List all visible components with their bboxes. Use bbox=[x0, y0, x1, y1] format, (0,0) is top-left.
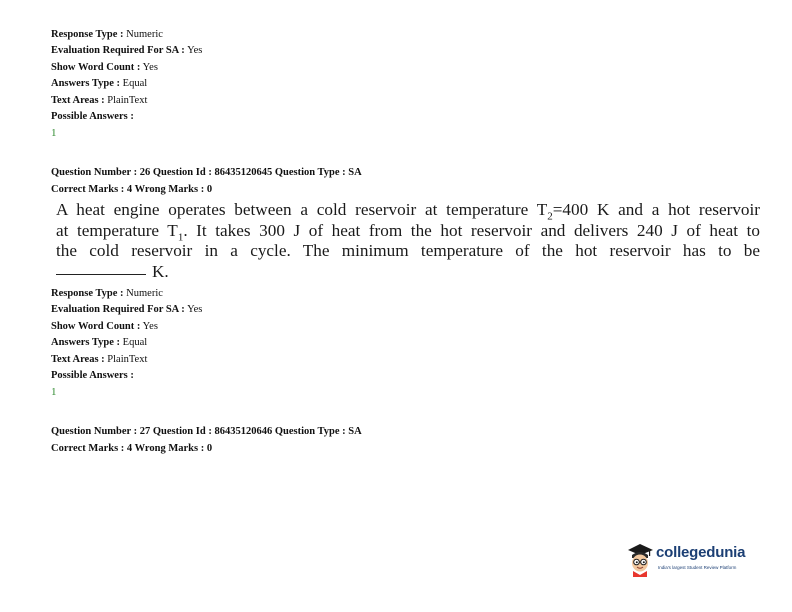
possible-answer-value: 1 bbox=[51, 386, 57, 399]
show-word-count-row: Show Word Count : Yes bbox=[51, 61, 158, 73]
text-areas-row: Text Areas : PlainText bbox=[51, 353, 148, 365]
question-26-marks-line: Correct Marks : 4 Wrong Marks : 0 bbox=[51, 184, 213, 195]
evaluation-required-row: Evaluation Required For SA : Yes bbox=[51, 45, 203, 57]
text-areas-row: Text Areas : PlainText bbox=[51, 94, 148, 106]
question-27-id-line: Question Number : 27 Question Id : 86435120646 Question Type : SA bbox=[51, 426, 362, 437]
question-text-line-1: A heat engine operates between a cold reservoir at temperature $T_2=400$ K and a hot reservoir bbox=[56, 200, 761, 223]
logo-wordmark: collegedunia bbox=[656, 544, 746, 561]
question-text-line-3: the cold reservoir in a cycle. The minimum temperature of the hot reservoir has to be bbox=[56, 241, 760, 260]
possible-answer-value: 1 bbox=[51, 127, 57, 140]
answer-blank bbox=[56, 274, 146, 275]
response-type-row: Response Type : Numeric bbox=[51, 29, 163, 40]
answers-type-row: Answers Type : Equal bbox=[51, 78, 148, 90]
possible-answers-row: Possible Answers : bbox=[51, 111, 134, 123]
answer-meta-block-1 bbox=[51, 27, 202, 142]
answers-type-row: Answers Type : Equal bbox=[51, 337, 148, 349]
logo-tagline: India's largest Student Review Platform bbox=[658, 565, 737, 570]
collegedunia-logo bbox=[626, 541, 776, 581]
show-word-count-row: Show Word Count : Yes bbox=[51, 320, 158, 332]
question-text-line-2: at temperature $T_1$. It takes 300 J of heat from the hot reservoir and delivers 240 J of heat to bbox=[56, 220, 760, 243]
possible-answers-row: Possible Answers : bbox=[51, 370, 134, 382]
question-27-header bbox=[51, 423, 362, 457]
question-26-text bbox=[56, 200, 760, 282]
answer-meta-block-2 bbox=[51, 286, 202, 401]
question-27-marks-line: Correct Marks : 4 Wrong Marks : 0 bbox=[51, 443, 213, 454]
question-text-line-4: K. bbox=[56, 262, 760, 283]
mascot-icon bbox=[626, 541, 656, 579]
evaluation-required-row: Evaluation Required For SA : Yes bbox=[51, 304, 203, 316]
question-26-id-line: Question Number : 26 Question Id : 86435120645 Question Type : SA bbox=[51, 167, 362, 178]
question-26-header bbox=[51, 164, 362, 198]
response-type-row: Response Type : Numeric bbox=[51, 288, 163, 299]
